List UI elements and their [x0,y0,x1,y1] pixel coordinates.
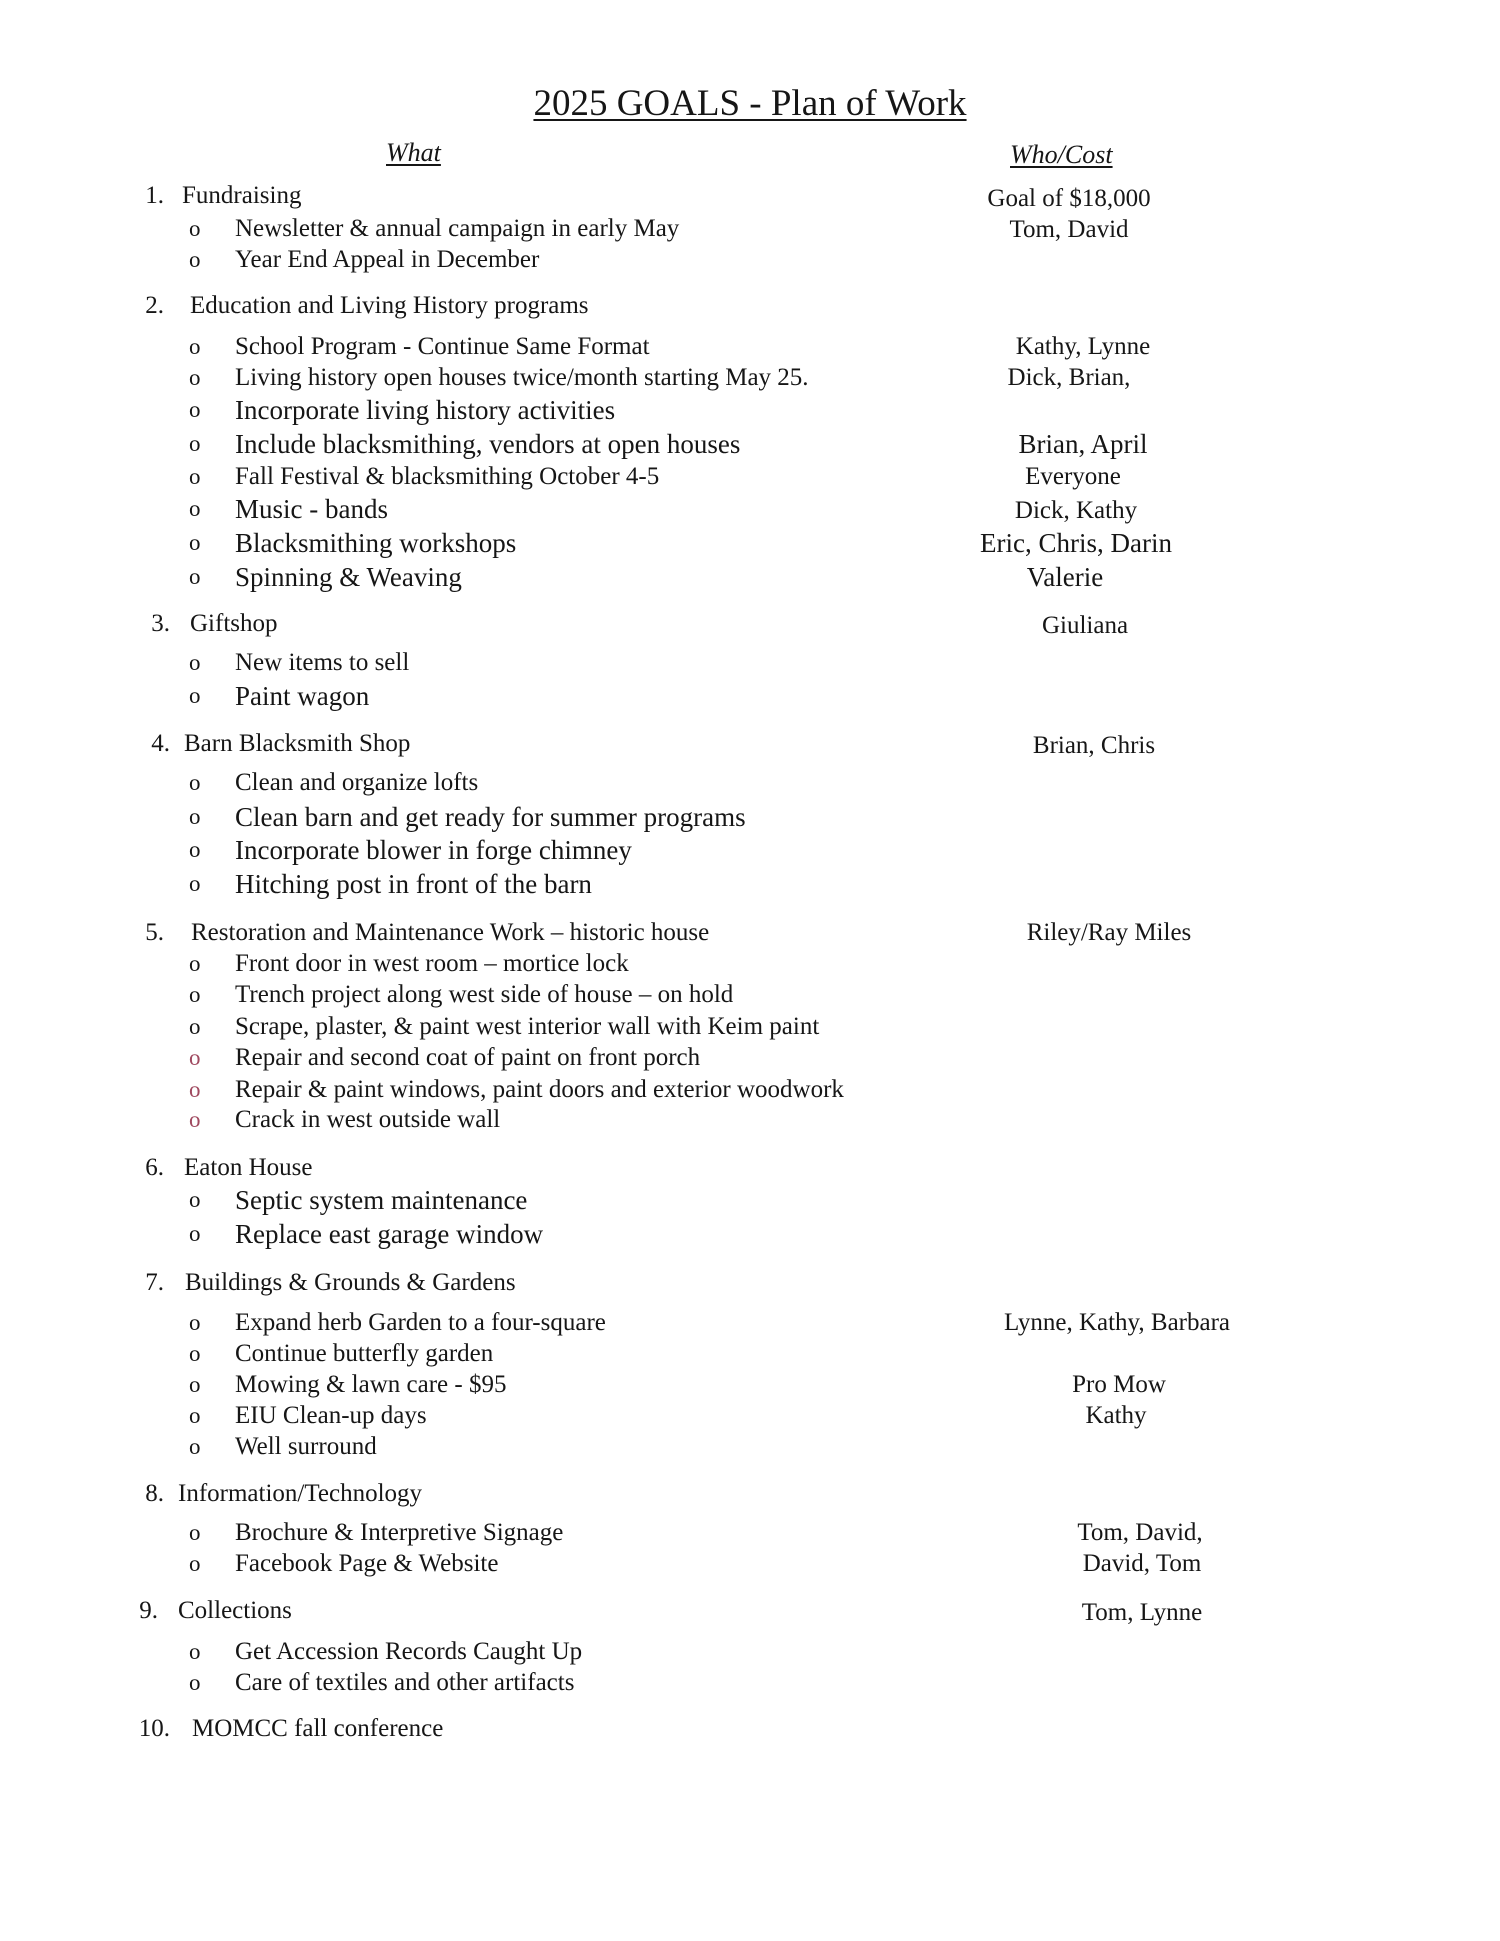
section-number: 1. [145,182,164,209]
page-title: 2025 GOALS - Plan of Work [533,83,967,124]
item-text: Replace east garage window [235,1219,544,1249]
column-header-what: What [386,138,441,167]
section-number: 6. [145,1154,164,1181]
bullet-icon: o [189,496,201,521]
section-number: 2. [145,292,164,319]
section-number: 8. [145,1480,164,1507]
item-text: Include blacksmithing, vendors at open houses [235,429,741,459]
item-who: Pro Mow [1072,1371,1166,1398]
section-number: 4. [151,730,170,757]
item-text: Living history open houses twice/month starting May 25. [235,364,809,391]
section-label: Buildings & Grounds & Gardens [185,1269,516,1296]
item-who: Eric, Chris, Darin [980,528,1172,558]
bullet-icon: o [189,1372,201,1397]
bullet-icon: o [189,1403,201,1428]
bullet-icon: o [189,982,201,1007]
bullet-icon: o [189,216,201,241]
item-text: Spinning & Weaving [235,562,462,592]
item-text: Repair and second coat of paint on front porch [235,1044,701,1071]
section-number: 10. [138,1715,170,1742]
section-number: 7. [145,1269,164,1296]
bullet-icon: o [189,1341,201,1366]
item-text: School Program - Continue Same Format [235,333,650,360]
item-text: Year End Appeal in December [235,246,540,273]
section-label: Collections [178,1597,292,1624]
bullet-icon: o [189,1520,201,1545]
bullet-icon: o [189,1221,201,1246]
bullet-icon: o [189,247,201,272]
item-text: Septic system maintenance [235,1185,528,1215]
item-who: Lynne, Kathy, Barbara [1003,1309,1231,1336]
bullet-icon: o [189,464,201,489]
item-who: Kathy [1085,1402,1147,1429]
section-number: 9. [139,1597,158,1624]
item-text: Continue butterfly garden [235,1340,494,1367]
item-who: Tom, David, [1077,1519,1203,1546]
bullet-icon: o [189,564,201,589]
item-text: Fall Festival & blacksmithing October 4-5 [235,463,660,490]
section-label: Fundraising [182,182,302,209]
bullet-icon: o [189,1045,201,1070]
section-who: Tom, Lynne [1081,1599,1203,1626]
item-text: Incorporate blower in forge chimney [235,835,632,865]
item-text: Get Accession Records Caught Up [235,1638,583,1665]
bullet-icon: o [189,1014,201,1039]
item-who: Brian, April [1018,429,1148,459]
bullet-icon: o [189,1551,201,1576]
item-text: Clean and organize lofts [235,769,479,796]
item-text: Hitching post in front of the barn [235,869,592,899]
section-who: Giuliana [1041,612,1129,639]
bullet-icon: o [189,683,201,708]
item-text: Paint wagon [235,681,370,711]
item-who: Everyone [1025,463,1121,490]
item-who: Tom, David [1009,216,1129,243]
item-text: Well surround [235,1433,377,1460]
item-text: Care of textiles and other artifacts [235,1669,575,1696]
item-who: Kathy, Lynne [1015,333,1151,360]
bullet-icon: o [189,365,201,390]
bullet-icon: o [189,951,201,976]
section-number: 3. [151,610,170,637]
section-label: Education and Living History programs [190,292,589,319]
bullet-icon: o [189,804,201,829]
section-number: 5. [145,919,164,946]
bullet-icon: o [189,770,201,795]
item-text: Scrape, plaster, & paint west interior wall with Keim paint [235,1013,820,1040]
bullet-icon: o [189,871,201,896]
item-text: Blacksmithing workshops [235,528,517,558]
bullet-icon: o [189,1077,201,1102]
item-text: Front door in west room – mortice lock [235,950,629,977]
item-text: Crack in west outside wall [235,1106,501,1133]
item-who: Dick, Kathy [1014,497,1138,524]
section-label: Restoration and Maintenance Work – historic house [191,919,710,946]
item-who: Dick, Brian, [1007,364,1131,391]
item-text: Newsletter & annual campaign in early May [235,215,680,242]
item-text: New items to sell [235,649,410,676]
bullet-icon: o [189,334,201,359]
item-text: Repair & paint windows, paint doors and exterior woodwork [235,1076,844,1103]
item-text: Facebook Page & Website [235,1550,499,1577]
item-text: Mowing & lawn care - $95 [235,1371,507,1398]
bullet-icon: o [189,837,201,862]
item-text: Trench project along west side of house – on hold [235,981,734,1008]
item-who: Valerie [1026,562,1104,592]
bullet-icon: o [189,1639,201,1664]
bullet-icon: o [189,1434,201,1459]
bullet-icon: o [189,1670,201,1695]
item-text: Incorporate living history activities [235,395,616,425]
section-label: Giftshop [190,610,278,637]
bullet-icon: o [189,397,201,422]
item-text: EIU Clean-up days [235,1402,427,1429]
item-text: Expand herb Garden to a four-square [235,1309,606,1336]
section-label: Information/Technology [178,1480,423,1507]
section-label: Barn Blacksmith Shop [184,730,411,757]
bullet-icon: o [189,431,201,456]
bullet-icon: o [189,1310,201,1335]
section-who: Riley/Ray Miles [1026,919,1192,946]
item-text: Clean barn and get ready for summer programs [235,802,746,832]
section-who: Brian, Chris [1032,732,1156,759]
bullet-icon: o [189,650,201,675]
section-label: MOMCC fall conference [192,1715,444,1742]
section-who: Goal of $18,000 [987,185,1151,212]
item-who: David, Tom [1082,1550,1202,1577]
bullet-icon: o [189,1187,201,1212]
section-label: Eaton House [184,1154,313,1181]
item-text: Music - bands [235,494,388,524]
column-header-who: Who/Cost [1010,140,1113,169]
item-text: Brochure & Interpretive Signage [235,1519,564,1546]
bullet-icon: o [189,530,201,555]
bullet-icon: o [189,1107,201,1132]
